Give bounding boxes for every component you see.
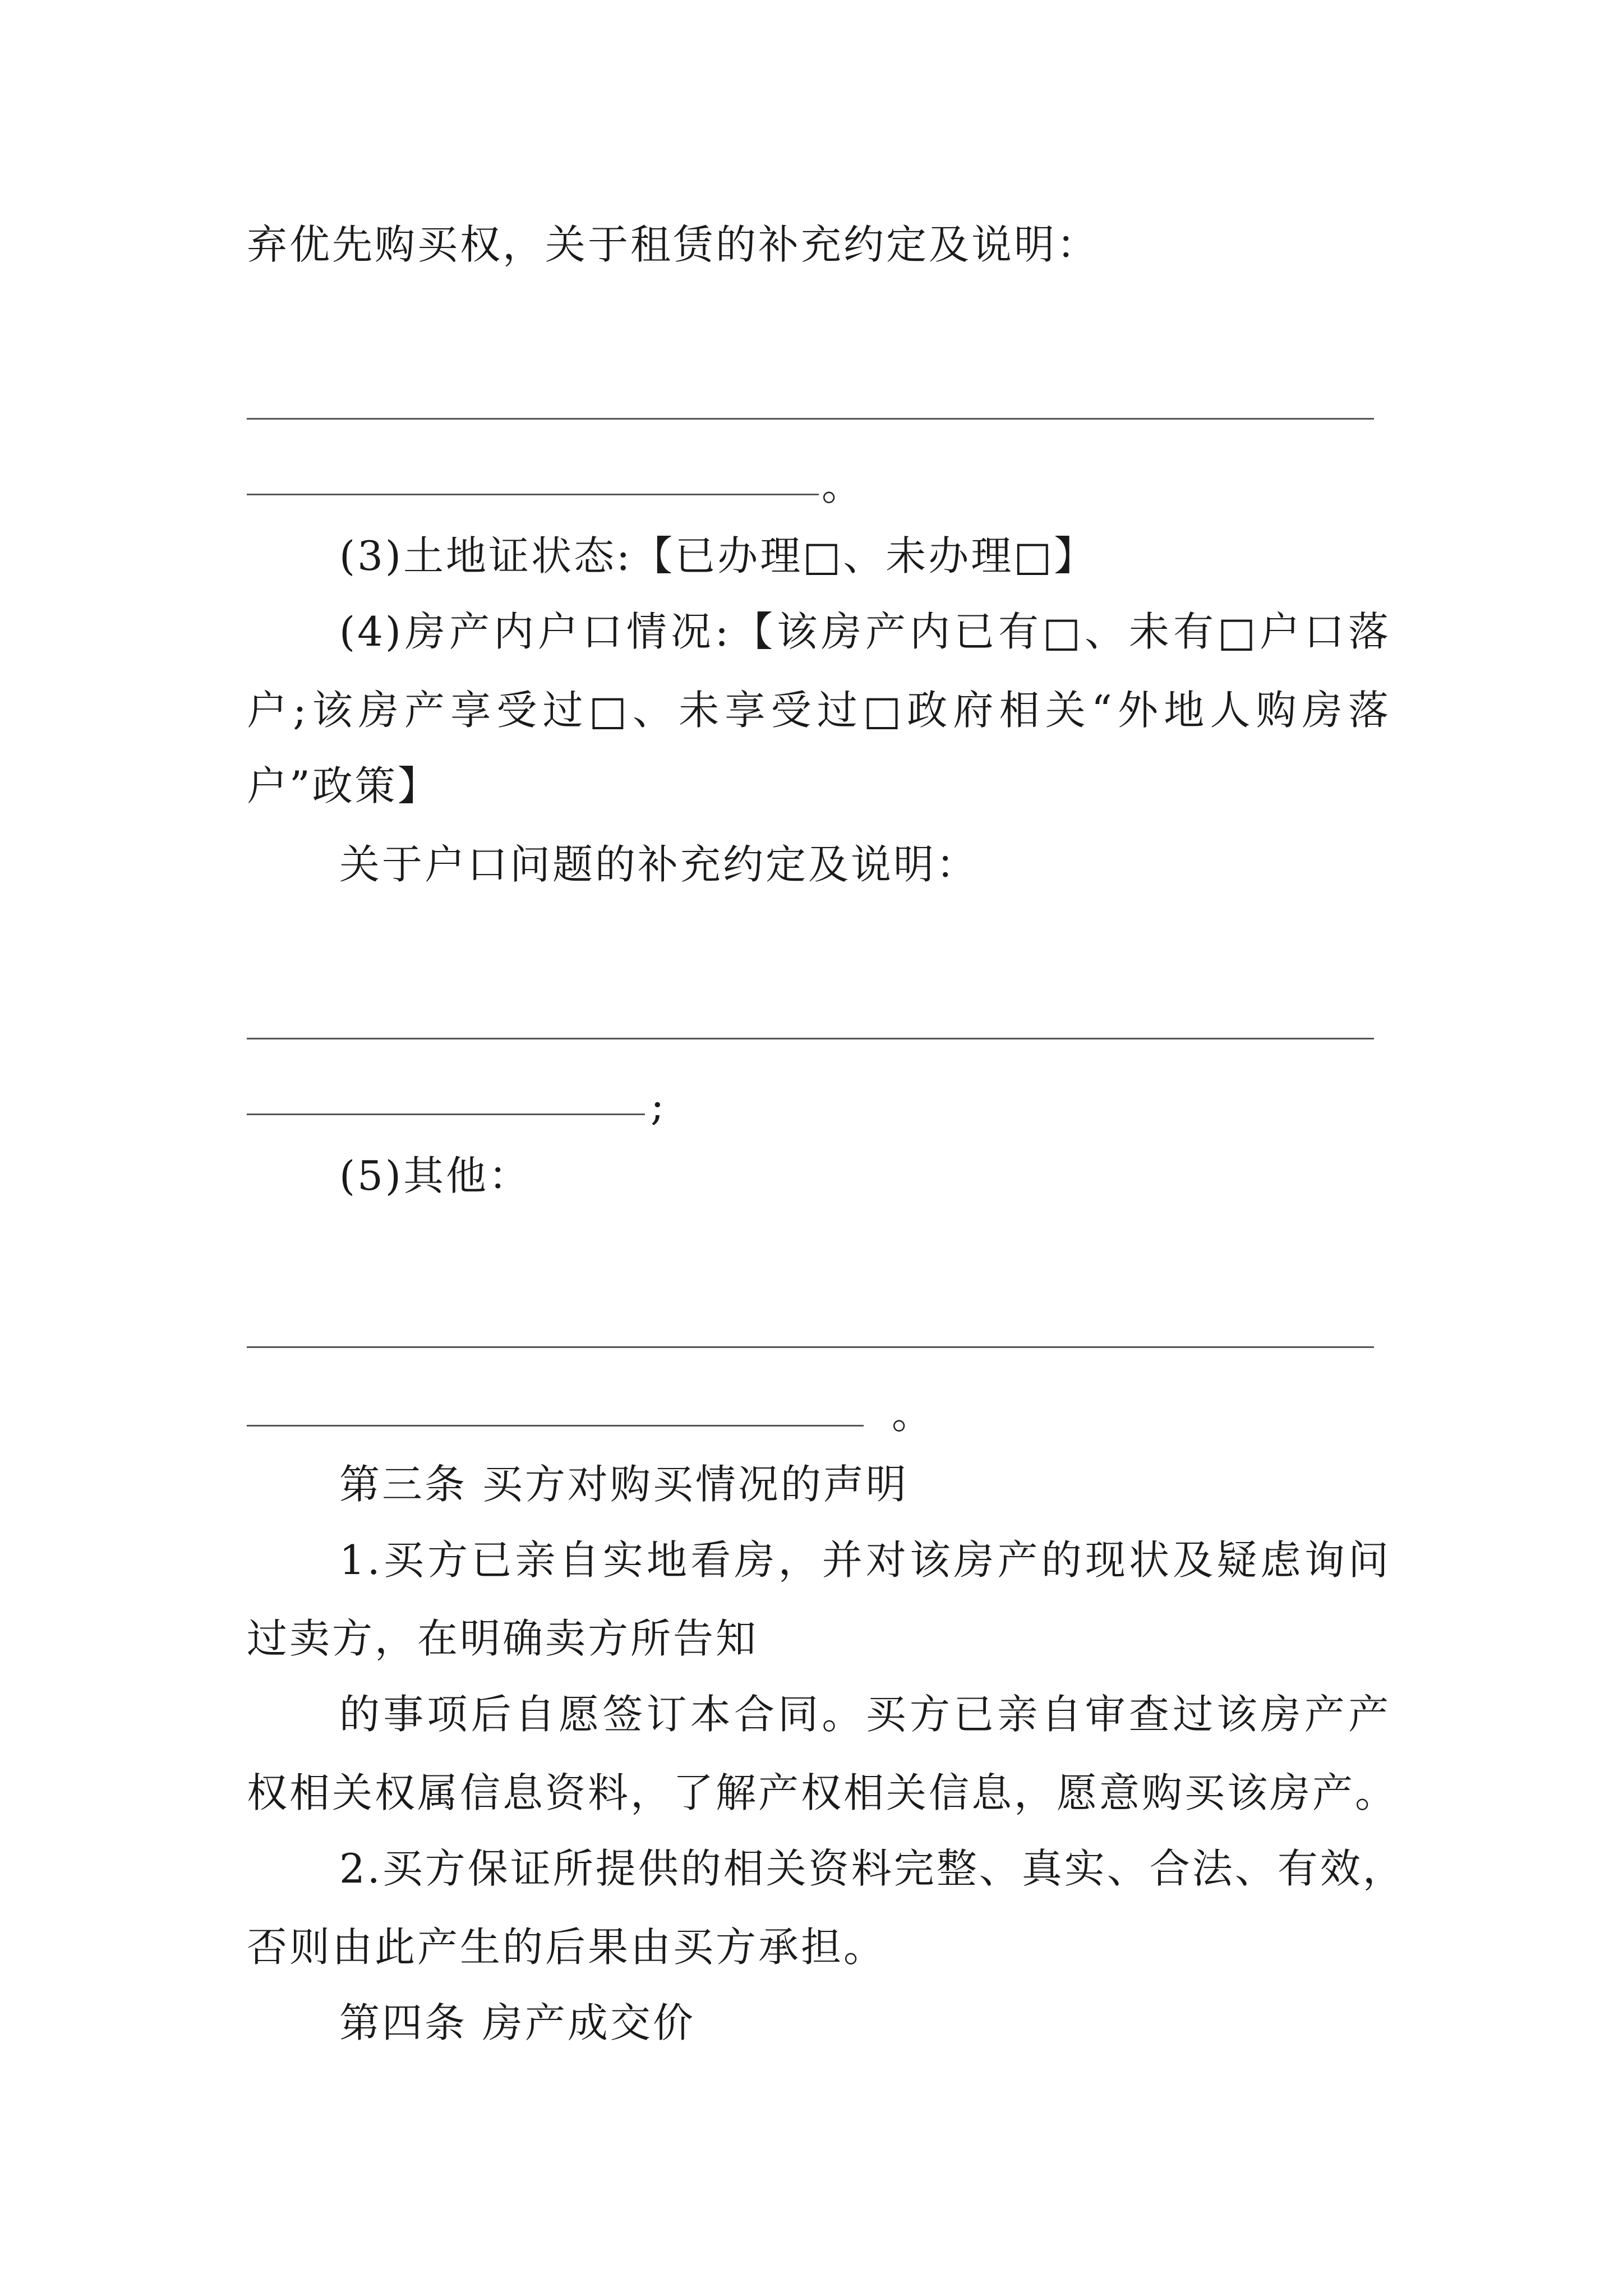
fill-in-blank-line	[247, 494, 819, 495]
paragraph-line: 1.买方已亲自实地看房，并对该房产的现状及疑虑询问	[339, 1536, 1391, 1584]
fill-in-blank-line	[247, 418, 1374, 420]
article-heading: 第三条 买方对购买情况的声明	[339, 1461, 909, 1508]
paragraph-line: 否则由此产生的后果由买方承担。	[247, 1924, 887, 1971]
article-heading: 第四条 房产成交价	[339, 1999, 695, 2046]
punctuation-mark: 。	[892, 1391, 933, 1438]
punctuation-mark: ;	[651, 1082, 665, 1129]
paragraph-line: 过卖方，在明确卖方所告知	[247, 1615, 759, 1662]
fill-in-blank-line	[247, 1425, 864, 1427]
hukou-supplement-heading: 关于户口问题的补充约定及说明：	[339, 841, 979, 888]
hukou-status-line: 户”政策】	[247, 762, 440, 809]
hukou-status-line: 户;该房产享受过□、未享受过□政府相关“外地人购房落	[247, 687, 1391, 734]
other-item: (5)其他：	[339, 1152, 531, 1199]
hukou-status-line: (4)房产内户口情况:【该房产内已有□、未有□户口落	[339, 608, 1391, 655]
punctuation-mark: 。	[822, 462, 863, 509]
fill-in-blank-line	[247, 1038, 1374, 1039]
fill-in-blank-line	[247, 1346, 1374, 1348]
paragraph-line: 弃优先购买权，关于租赁的补充约定及说明：	[247, 221, 1100, 268]
land-certificate-status: (3)土地证状态:【已办理□、未办理□】	[339, 532, 1097, 579]
paragraph-line: 2.买方保证所提供的相关资料完整、真实、合法、有效，	[339, 1845, 1405, 1892]
paragraph-line: 权相关权属信息资料，了解产权相关信息，愿意购买该房产。	[247, 1769, 1398, 1816]
fill-in-blank-line	[247, 1114, 645, 1115]
paragraph-line: 的事项后自愿签订本合同。买方已亲自审查过该房产产	[339, 1691, 1391, 1738]
